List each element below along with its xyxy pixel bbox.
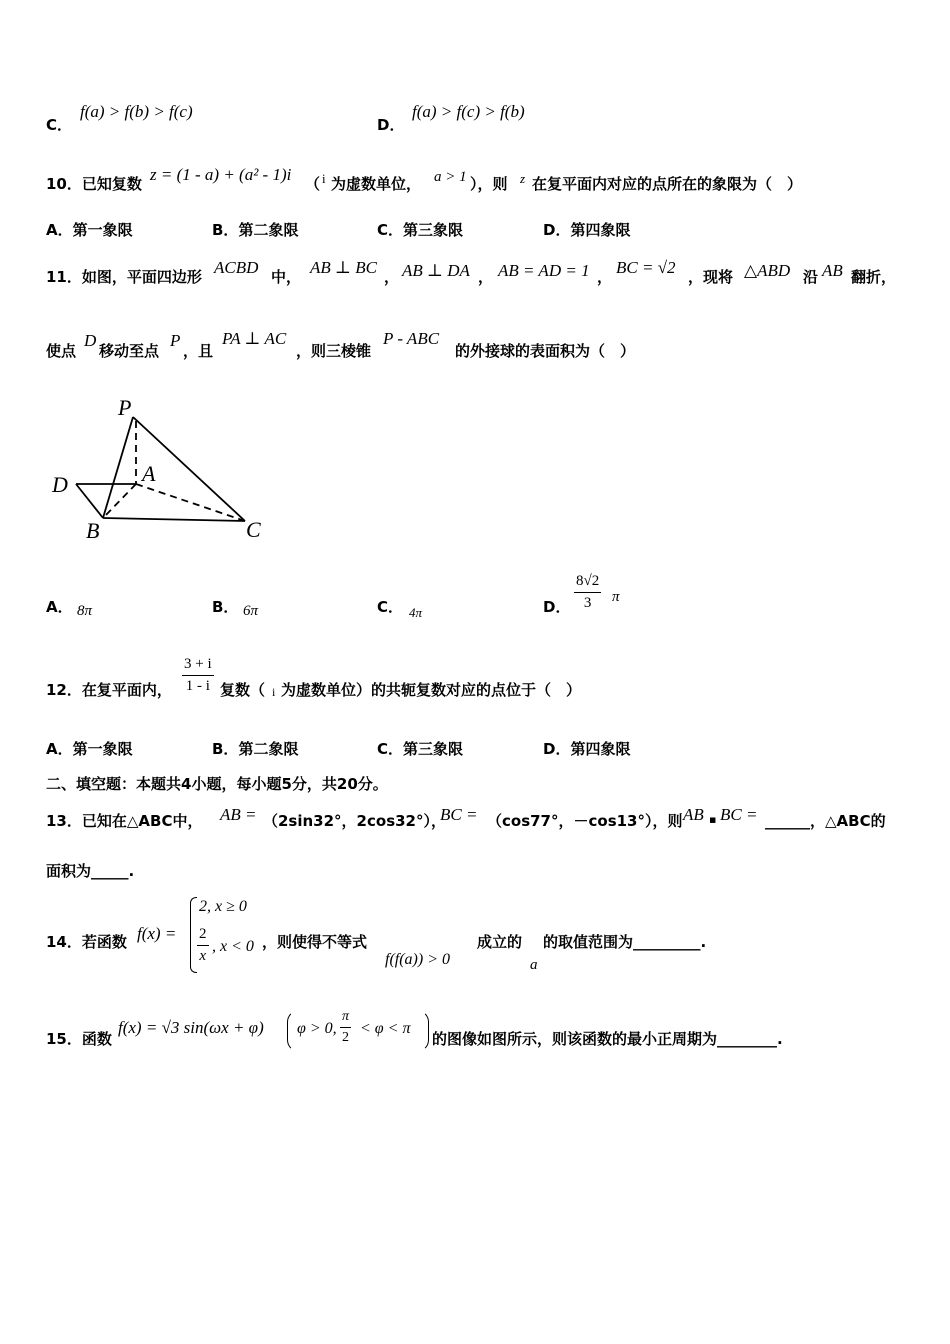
- q11-text-now: ，现将: [688, 268, 734, 286]
- q11-pyramid-figure: [48, 395, 278, 545]
- q9-option-d-label[interactable]: D．: [377, 116, 405, 134]
- q10-option-d[interactable]: D．第四象限: [543, 221, 631, 239]
- q12-stem-prefix: 12．在复平面内，: [46, 681, 172, 699]
- q9-option-c-label[interactable]: C．: [46, 116, 73, 134]
- q11-line2-move: 移动至点: [99, 342, 160, 360]
- q11-text-flip: 翻折，: [851, 268, 897, 286]
- q13-dot-bc: BC =: [720, 805, 758, 824]
- q15-fx: f(x) = √3 sin(ωx + φ): [118, 1018, 264, 1037]
- q13-ab-value: （2sin32°，2cos32°），: [263, 812, 446, 830]
- q10-condition: a > 1: [434, 169, 467, 185]
- q11-point-p: P: [170, 331, 181, 350]
- q11-option-d-fraction: $\frac{8√2}{3}$: [576, 573, 600, 611]
- q15-pi-fraction: $\frac{\pi}{2}$: [342, 1009, 350, 1045]
- q10-paren-open: （: [305, 175, 321, 193]
- q10-unit-text: 为虚数单位，: [331, 175, 422, 193]
- q11-line2-and: ，且: [183, 342, 214, 360]
- q15-cond-1: φ > 0,: [297, 1020, 337, 1037]
- q10-i-symbol: i: [322, 171, 326, 186]
- label-p: P: [118, 395, 132, 420]
- q11-sep-2: ，: [478, 268, 494, 286]
- q12-i-symbol: i: [272, 685, 276, 699]
- q11-option-c-expr: 4π: [409, 605, 423, 620]
- q11-pa-perp-ac: PA ⊥ AC: [222, 329, 287, 348]
- q13-bc-value: （cos77°，－cos13°），则: [487, 812, 683, 830]
- q11-option-b-expr: 6π: [243, 603, 259, 619]
- q12-stem-suffix: 为虚数单位）的共轭复数对应的点位于（ ）: [281, 681, 582, 699]
- q13-dot-ab: AB: [683, 805, 704, 824]
- q13-bc-eq: BC =: [440, 805, 478, 824]
- q11-triangle: △ABD: [744, 261, 791, 280]
- q14-case-2-cond: , x < 0: [212, 938, 254, 955]
- q11-text-along: 沿: [803, 268, 819, 286]
- q14-fx: f(x) =: [137, 924, 177, 943]
- q14-mid: ，则使得不等式: [262, 933, 368, 951]
- q11-cond-3: AB = AD = 1: [498, 261, 590, 280]
- q10-option-b[interactable]: B．第二象限: [212, 221, 299, 239]
- q11-option-a-expr: 8π: [77, 603, 93, 619]
- q9-option-c-expr: f(a) > f(b) > f(c): [80, 102, 193, 121]
- q13-dot: ▪: [709, 813, 717, 826]
- q11-sep-3: ，: [597, 268, 613, 286]
- q12-option-a[interactable]: A．第一象限: [46, 740, 133, 758]
- q14-inequality: f(f(a)) > 0: [385, 951, 450, 968]
- q11-line2-then: ，则三棱锥: [296, 342, 372, 360]
- q11-option-b-label[interactable]: B．: [212, 598, 239, 616]
- q10-stem-prefix: 10．已知复数: [46, 175, 142, 193]
- q12-option-b[interactable]: B．第二象限: [212, 740, 299, 758]
- label-d: D: [52, 472, 68, 497]
- q10-option-a[interactable]: A．第一象限: [46, 221, 133, 239]
- label-a: A: [142, 461, 156, 486]
- q12-option-c[interactable]: C．第三象限: [377, 740, 464, 758]
- q11-ab: AB: [822, 261, 843, 280]
- edge-bc: [103, 518, 245, 521]
- q13-ab-eq: AB =: [220, 805, 257, 824]
- q11-line2-prefix: 使点: [46, 342, 77, 360]
- label-b: B: [86, 518, 100, 543]
- q12-fraction: $\frac{3 + i}{1 - i}$: [184, 656, 212, 694]
- q14-suffix: 的取值范围为_________.: [543, 933, 707, 951]
- q14-brace: [190, 897, 197, 973]
- section-2-heading: 二、填空题：本题共4小题，每小题5分，共20分。: [46, 775, 388, 793]
- q14-var-a: a: [530, 957, 538, 973]
- label-c: C: [246, 517, 261, 542]
- q10-z-expression: z = (1 - a) + (a² - 1)i: [150, 165, 292, 184]
- q11-option-a-label[interactable]: A．: [46, 598, 73, 616]
- q13-line2: 面积为_____.: [46, 862, 135, 880]
- q11-pyramid: P - ABC: [383, 329, 440, 348]
- q12-option-d[interactable]: D．第四象限: [543, 740, 631, 758]
- q11-stem-prefix: 11．如图，平面四边形: [46, 268, 202, 286]
- edge-ac-hidden: [136, 484, 245, 521]
- q11-text-zhong: 中，: [271, 268, 302, 286]
- q10-option-c[interactable]: C．第三象限: [377, 221, 464, 239]
- q10-z-symbol: z: [520, 171, 526, 186]
- q11-point-d: D: [84, 331, 97, 350]
- q13-prefix: 13．已知在△ABC中，: [46, 812, 203, 830]
- q11-cond-1: AB ⊥ BC: [310, 258, 377, 277]
- q11-option-c-label[interactable]: C．: [377, 598, 404, 616]
- q15-cond-2: < φ < π: [360, 1020, 411, 1037]
- q10-mid-text: ），则: [470, 175, 508, 193]
- q15-prefix: 15．函数: [46, 1030, 112, 1048]
- q11-option-d-label[interactable]: D．: [543, 598, 571, 616]
- edge-db: [76, 484, 103, 518]
- q9-option-d-expr: f(a) > f(c) > f(b): [412, 102, 525, 121]
- q11-option-d-pi: π: [612, 589, 620, 605]
- q11-cond-4: BC = √2: [616, 258, 676, 277]
- q11-cond-2: AB ⊥ DA: [402, 261, 470, 280]
- q14-case-2-fraction: $\frac{2}{x}$: [199, 926, 207, 964]
- q11-quad: ACBD: [214, 258, 259, 277]
- q15-suffix: 的图像如图所示，则该函数的最小正周期为________.: [432, 1030, 783, 1048]
- q12-text-mid: 复数（: [220, 681, 266, 699]
- q10-stem-suffix: 在复平面内对应的点所在的象限为（ ）: [532, 175, 803, 193]
- q14-mid2: 成立的: [477, 933, 523, 951]
- q14-case-1: 2, x ≥ 0: [199, 898, 247, 915]
- q14-prefix: 14．若函数: [46, 933, 127, 951]
- q13-tail: ______，△ABC的: [765, 812, 886, 830]
- q11-sep-1: ，: [384, 268, 400, 286]
- q11-line2-suffix: 的外接球的表面积为（ ）: [455, 342, 636, 360]
